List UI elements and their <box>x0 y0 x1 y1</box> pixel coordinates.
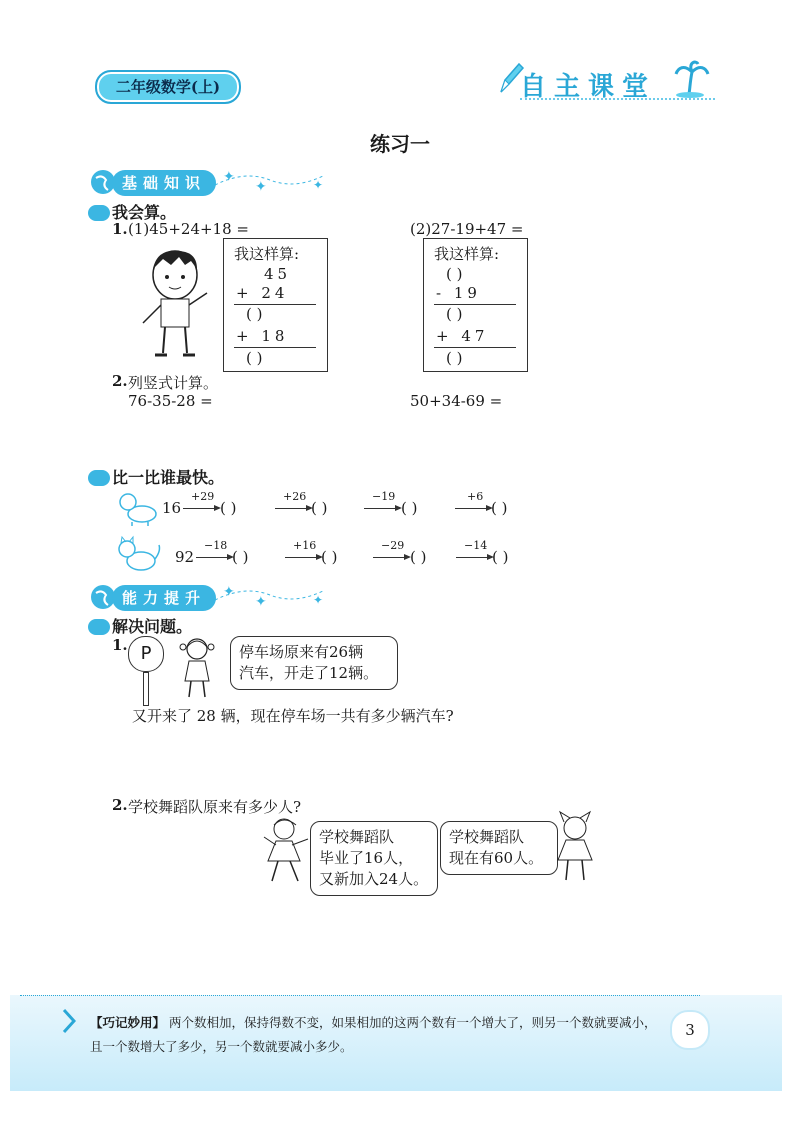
parking-speech-bubble <box>230 636 398 690</box>
part1-title: 我会算。 <box>112 203 177 222</box>
svg-text:✦: ✦ <box>313 178 324 192</box>
svg-text:✦: ✦ <box>223 169 235 185</box>
svg-text:✦: ✦ <box>255 179 267 195</box>
chain1-op4: +6 <box>467 490 484 503</box>
chevron-right-icon <box>62 1008 76 1034</box>
dancer-girl-right <box>550 810 600 882</box>
chain2-arrow2 <box>285 557 321 558</box>
chain2-start: 92 <box>175 548 195 566</box>
chain1-arrow1 <box>183 508 219 509</box>
brand-underline <box>520 98 715 100</box>
page-number: 3 <box>670 1010 710 1050</box>
section-ability-badge: 能力提升 <box>112 585 216 611</box>
bubble1-line1: 停车场原来有26辆 <box>239 643 364 661</box>
calc-b-line1[interactable]: ( ) <box>446 265 463 283</box>
section-basic-badge: 基础知识 <box>112 170 216 196</box>
tip-box <box>90 1011 660 1059</box>
calc-box-a-title: 我这样算: <box>234 245 300 263</box>
chain1-op3: −19 <box>372 490 396 503</box>
q2-title: 列竖式计算。 <box>128 374 219 392</box>
grade-label: 二年级数学(上) <box>115 78 221 96</box>
bubble2-line1: 学校舞蹈队 <box>319 828 395 846</box>
part2-number <box>88 470 110 486</box>
calc-a-line3[interactable]: ( ) <box>246 305 263 323</box>
chain2-op2: +16 <box>293 539 317 552</box>
calc-b-line4: + 47 <box>436 327 489 345</box>
calc-b-rule2 <box>434 347 516 348</box>
grade-pill <box>95 70 241 104</box>
chain1-op1: +29 <box>191 490 215 503</box>
chain1-arrow3 <box>364 508 400 509</box>
calc-a-line5[interactable]: ( ) <box>246 349 263 367</box>
calc-a-line4: + 18 <box>236 327 289 345</box>
chain2-op4: −14 <box>464 539 488 552</box>
p3-q2-text: 学校舞蹈队原来有多少人? <box>128 798 302 816</box>
calc-a-rule2 <box>234 347 316 348</box>
parking-sign-pole <box>143 672 149 706</box>
part1-number <box>88 205 110 221</box>
q2-label: 2. <box>112 372 128 390</box>
calc-b-line2: - 19 <box>436 284 481 302</box>
chain1-blank1[interactable]: ( ) <box>220 499 237 517</box>
calc-b-line5[interactable]: ( ) <box>446 349 463 367</box>
chain1-blank2[interactable]: ( ) <box>311 499 328 517</box>
dancer-girl-left <box>262 815 312 885</box>
boy-illustration <box>135 245 220 360</box>
bubble2-line2: 毕业了16人， <box>319 849 414 867</box>
tip-tag: 【巧记妙用】 <box>90 1015 166 1030</box>
calc-a-line1: 45 <box>264 265 292 283</box>
chain2-arrow4 <box>456 557 492 558</box>
chain2-blank1[interactable]: ( ) <box>232 548 249 566</box>
page-title: 练习一 <box>370 132 430 156</box>
dance-speech-bubble-2 <box>440 821 558 875</box>
p3-q2-label: 2. <box>112 796 128 814</box>
calc-box-b-title: 我这样算: <box>434 245 500 263</box>
dance-speech-bubble-1 <box>310 821 438 896</box>
dog-illustration <box>118 488 160 528</box>
chain1-op2: +26 <box>283 490 307 503</box>
sparkle-decoration <box>215 165 335 195</box>
calc-box-a <box>223 238 328 372</box>
calc-a-line2: + 24 <box>236 284 289 302</box>
q1b-text: (2)27-19+47 = <box>410 220 524 238</box>
svg-text:✦: ✦ <box>313 593 324 607</box>
chain2-blank2[interactable]: ( ) <box>321 548 338 566</box>
part3-number <box>88 619 110 635</box>
part3-title: 解决问题。 <box>112 617 193 636</box>
q2b-text: 50+34-69 = <box>410 392 503 410</box>
q2a-text: 76-35-28 = <box>128 392 213 410</box>
part2-title: 比一比谁最快。 <box>112 468 225 487</box>
chain2-op3: −29 <box>381 539 405 552</box>
q1a-text: (1)45+24+18 = <box>128 220 249 238</box>
chain2-blank3[interactable]: ( ) <box>410 548 427 566</box>
bubble1-line2: 汽车，开走了12辆。 <box>239 664 379 682</box>
svg-text:✦: ✦ <box>255 594 267 610</box>
chain1-arrow2 <box>275 508 311 509</box>
tip-text: 两个数相加，保持得数不变，如果相加的这两个数有一个增大了，则另一个数就要减小，且一个数增大了多少，另一个数就要减小多少。 <box>90 1015 657 1054</box>
brand-title: 自主课堂 <box>520 72 657 102</box>
bubble3-line2: 现在有60人。 <box>449 849 544 867</box>
calc-b-line3[interactable]: ( ) <box>446 305 463 323</box>
girl-illustration <box>175 635 220 700</box>
chain1-arrow4 <box>455 508 491 509</box>
footer-divider <box>20 995 700 996</box>
chain1-blank3[interactable]: ( ) <box>401 499 418 517</box>
chain1-start: 16 <box>162 499 182 517</box>
bubble3-line1: 学校舞蹈队 <box>449 828 525 846</box>
chain2-arrow3 <box>373 557 409 558</box>
p3-q1-text: 又开来了 28 辆，现在停车场一共有多少辆汽车? <box>132 707 454 725</box>
cat-illustration <box>115 535 163 577</box>
parking-sign-icon: P <box>128 636 164 672</box>
svg-text:✦: ✦ <box>223 584 235 600</box>
p3-q1-label: 1. <box>112 636 128 654</box>
calc-box-b <box>423 238 528 372</box>
chain2-arrow1 <box>196 557 232 558</box>
q1-label: 1. <box>112 220 128 238</box>
chain2-blank4[interactable]: ( ) <box>492 548 509 566</box>
bubble2-line3: 又新加入24人。 <box>319 870 429 888</box>
chain1-blank4[interactable]: ( ) <box>491 499 508 517</box>
chain2-op1: −18 <box>204 539 228 552</box>
sparkle-decoration <box>215 580 335 610</box>
palm-tree-icon <box>672 58 712 98</box>
